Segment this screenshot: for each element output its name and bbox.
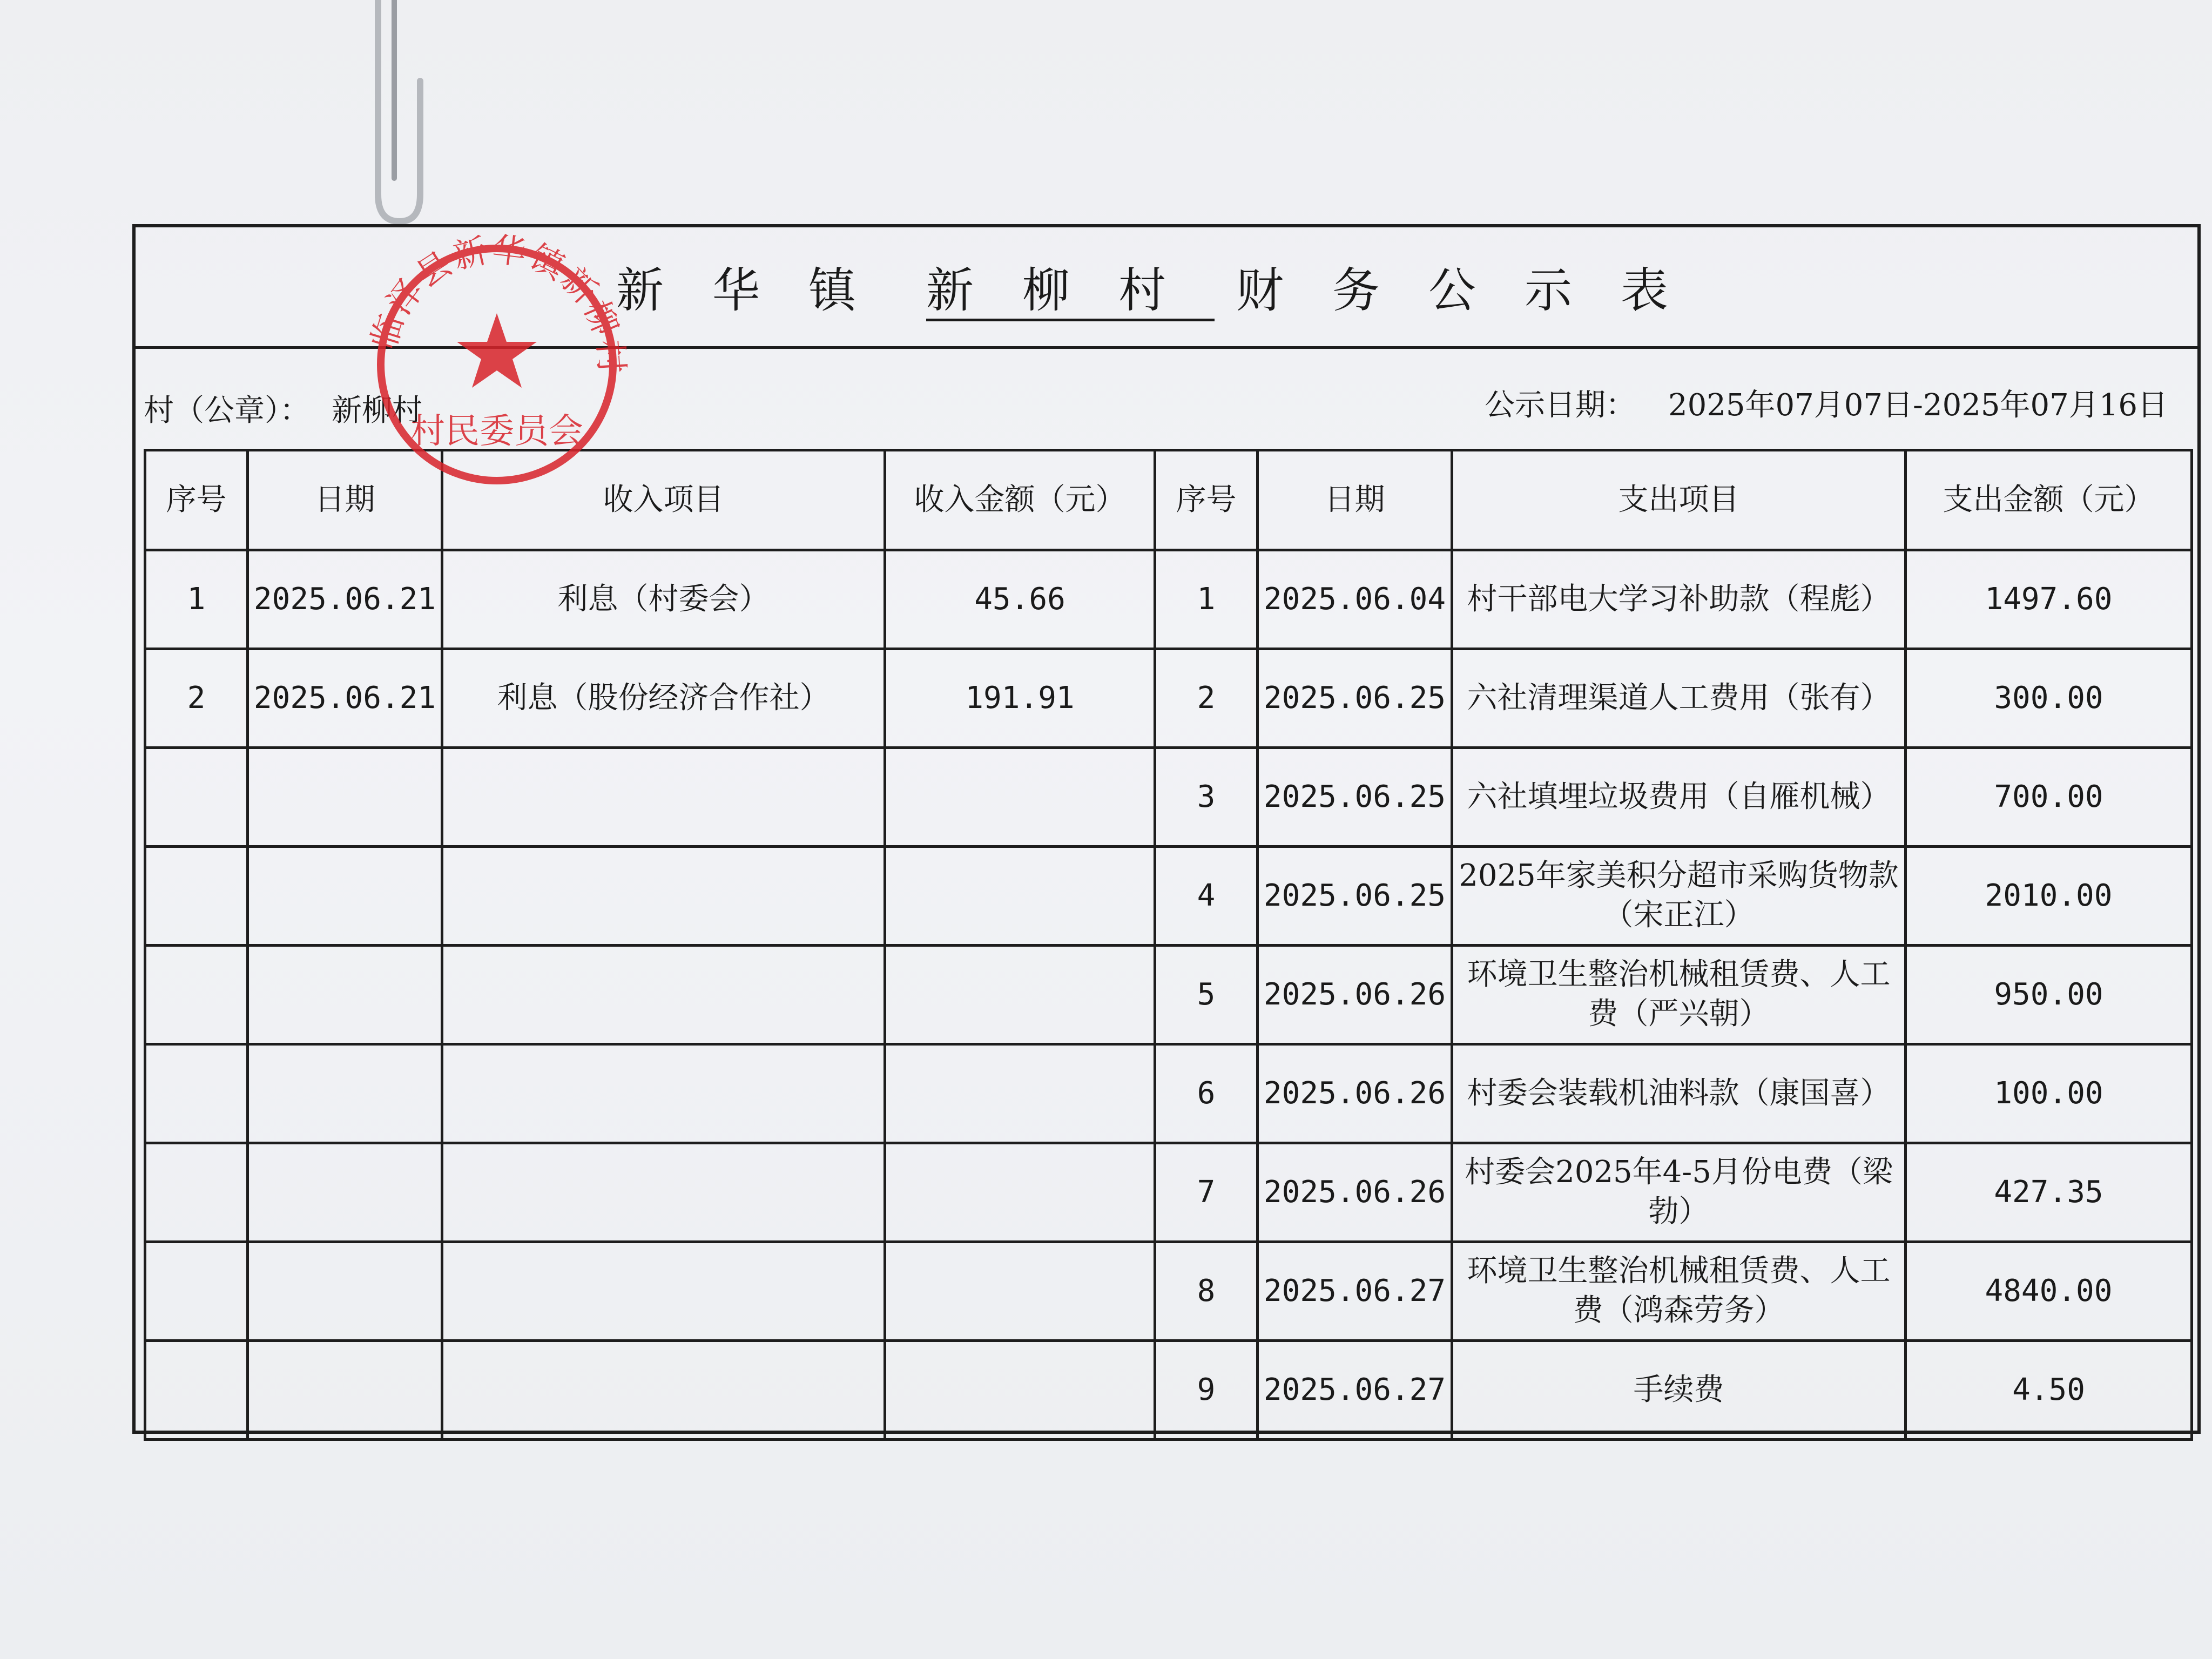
cell-income-item: 利息（股份经济合作社） bbox=[442, 649, 885, 748]
cell-expense-item: 六社填埋垃圾费用（自雁机械） bbox=[1452, 748, 1906, 847]
cell-expense-amount: 700.00 bbox=[1906, 748, 2192, 847]
cell-expense-amount: 4840.00 bbox=[1906, 1242, 2192, 1341]
cell-expense-item: 2025年家美积分超市采购货物款（宋正江） bbox=[1452, 847, 1906, 946]
cell-expense-amount: 4.50 bbox=[1906, 1341, 2192, 1440]
cell-expense-amount: 427.35 bbox=[1906, 1143, 2192, 1242]
svg-text:村民委员会: 村民委员会 bbox=[410, 412, 583, 451]
cell-expense-date: 2025.06.25 bbox=[1258, 649, 1452, 748]
cell-expense-item: 村委会装载机油料款（康国喜） bbox=[1452, 1044, 1906, 1143]
cell-income-item bbox=[442, 946, 885, 1044]
paperclip-icon bbox=[356, 0, 437, 232]
cell-expense-no: 6 bbox=[1155, 1044, 1258, 1143]
cell-expense-amount: 950.00 bbox=[1906, 946, 2192, 1044]
table-row bbox=[145, 550, 2192, 649]
cell-expense-no: 1 bbox=[1155, 550, 1258, 649]
table-row bbox=[145, 847, 2192, 946]
cell-income-item: 利息（村委会） bbox=[442, 550, 885, 649]
header-expense-date: 日期 bbox=[1258, 450, 1452, 550]
cell-expense-no: 2 bbox=[1155, 649, 1258, 748]
table-row bbox=[145, 649, 2192, 748]
cell-income-item bbox=[442, 1341, 885, 1440]
village-name: 新柳村 bbox=[332, 393, 422, 428]
cell-expense-date: 2025.06.27 bbox=[1258, 1242, 1452, 1341]
table-row bbox=[145, 946, 2192, 1044]
cell-expense-no: 5 bbox=[1155, 946, 1258, 1044]
cell-expense-amount: 100.00 bbox=[1906, 1044, 2192, 1143]
cell-income-amount bbox=[885, 946, 1155, 1044]
date-label: 公示日期： bbox=[1485, 388, 1636, 423]
date-range: 2025年07月07日-2025年07月16日 bbox=[1668, 388, 2168, 423]
cell-income-date bbox=[248, 1044, 442, 1143]
cell-expense-no: 9 bbox=[1155, 1341, 1258, 1440]
cell-income-date bbox=[248, 748, 442, 847]
cell-income-item bbox=[442, 1143, 885, 1242]
cell-income-no bbox=[145, 748, 248, 847]
cell-income-date bbox=[248, 1341, 442, 1440]
table-row bbox=[145, 1341, 2192, 1440]
cell-income-amount: 191.91 bbox=[885, 649, 1155, 748]
seal-star-icon bbox=[457, 313, 537, 388]
cell-income-date bbox=[248, 1242, 442, 1341]
cell-expense-item: 手续费 bbox=[1452, 1341, 1906, 1440]
header-expense-amount: 支出金额（元） bbox=[1906, 450, 2192, 550]
title-village: 新柳村 bbox=[926, 262, 1215, 318]
cell-expense-item: 村委会2025年4-5月份电费（梁勃） bbox=[1452, 1143, 1906, 1242]
cell-income-amount: 45.66 bbox=[885, 550, 1155, 649]
cell-expense-date: 2025.06.26 bbox=[1258, 946, 1452, 1044]
cell-expense-date: 2025.06.25 bbox=[1258, 847, 1452, 946]
cell-expense-no: 3 bbox=[1155, 748, 1258, 847]
header-expense-item: 支出项目 bbox=[1452, 450, 1906, 550]
cell-income-amount bbox=[885, 1341, 1155, 1440]
cell-income-date bbox=[248, 847, 442, 946]
cell-income-item bbox=[442, 1242, 885, 1341]
svg-text:临泽县新华镇新柳村: 临泽县新华镇新柳村 bbox=[363, 229, 632, 377]
cell-expense-no: 7 bbox=[1155, 1143, 1258, 1242]
header-expense-no: 序号 bbox=[1155, 450, 1258, 550]
cell-income-amount bbox=[885, 1242, 1155, 1341]
header-income-no: 序号 bbox=[145, 450, 248, 550]
cell-expense-date: 2025.06.26 bbox=[1258, 1044, 1452, 1143]
cell-income-amount bbox=[885, 847, 1155, 946]
header-income-item: 收入项目 bbox=[442, 450, 885, 550]
cell-income-no bbox=[145, 1242, 248, 1341]
cell-expense-amount: 1497.60 bbox=[1906, 550, 2192, 649]
cell-expense-item: 村干部电大学习补助款（程彪） bbox=[1452, 550, 1906, 649]
cell-expense-amount: 300.00 bbox=[1906, 649, 2192, 748]
cell-expense-item: 环境卫生整治机械租赁费、人工费（严兴朝） bbox=[1452, 946, 1906, 1044]
title-suffix: 财务公示表 bbox=[1236, 262, 1717, 318]
cell-income-item bbox=[442, 1044, 885, 1143]
cell-income-amount bbox=[885, 1044, 1155, 1143]
village-committee-seal bbox=[346, 219, 648, 489]
cell-income-no bbox=[145, 847, 248, 946]
header-income-date: 日期 bbox=[248, 450, 442, 550]
header-income-amount: 收入金额（元） bbox=[885, 450, 1155, 550]
cell-income-amount bbox=[885, 1143, 1155, 1242]
cell-expense-date: 2025.06.26 bbox=[1258, 1143, 1452, 1242]
cell-income-item bbox=[442, 847, 885, 946]
ledger-table bbox=[144, 449, 2193, 1441]
cell-income-amount bbox=[885, 748, 1155, 847]
cell-income-no bbox=[145, 946, 248, 1044]
table-row bbox=[145, 1044, 2192, 1143]
cell-expense-date: 2025.06.27 bbox=[1258, 1341, 1452, 1440]
cell-expense-date: 2025.06.04 bbox=[1258, 550, 1452, 649]
cell-income-date bbox=[248, 946, 442, 1044]
cell-expense-amount: 2010.00 bbox=[1906, 847, 2192, 946]
cell-income-no bbox=[145, 1044, 248, 1143]
seal-label: 村（公章）： bbox=[144, 393, 310, 428]
cell-income-no: 1 bbox=[145, 550, 248, 649]
cell-income-date: 2025.06.21 bbox=[248, 649, 442, 748]
cell-income-date bbox=[248, 1143, 442, 1242]
disclosure-date bbox=[1485, 381, 2168, 424]
cell-expense-date: 2025.06.25 bbox=[1258, 748, 1452, 847]
title-town: 新华镇 bbox=[616, 262, 905, 318]
table-row bbox=[145, 1242, 2192, 1341]
cell-income-no bbox=[145, 1341, 248, 1440]
cell-expense-item: 环境卫生整治机械租赁费、人工费（鸿森劳务） bbox=[1452, 1242, 1906, 1341]
cell-income-no bbox=[145, 1143, 248, 1242]
cell-expense-no: 4 bbox=[1155, 847, 1258, 946]
cell-expense-item: 六社清理渠道人工费用（张有） bbox=[1452, 649, 1906, 748]
cell-income-item bbox=[442, 748, 885, 847]
cell-income-no: 2 bbox=[145, 649, 248, 748]
cell-income-date: 2025.06.21 bbox=[248, 550, 442, 649]
table-row bbox=[145, 1143, 2192, 1242]
table-row bbox=[145, 748, 2192, 847]
cell-expense-no: 8 bbox=[1155, 1242, 1258, 1341]
